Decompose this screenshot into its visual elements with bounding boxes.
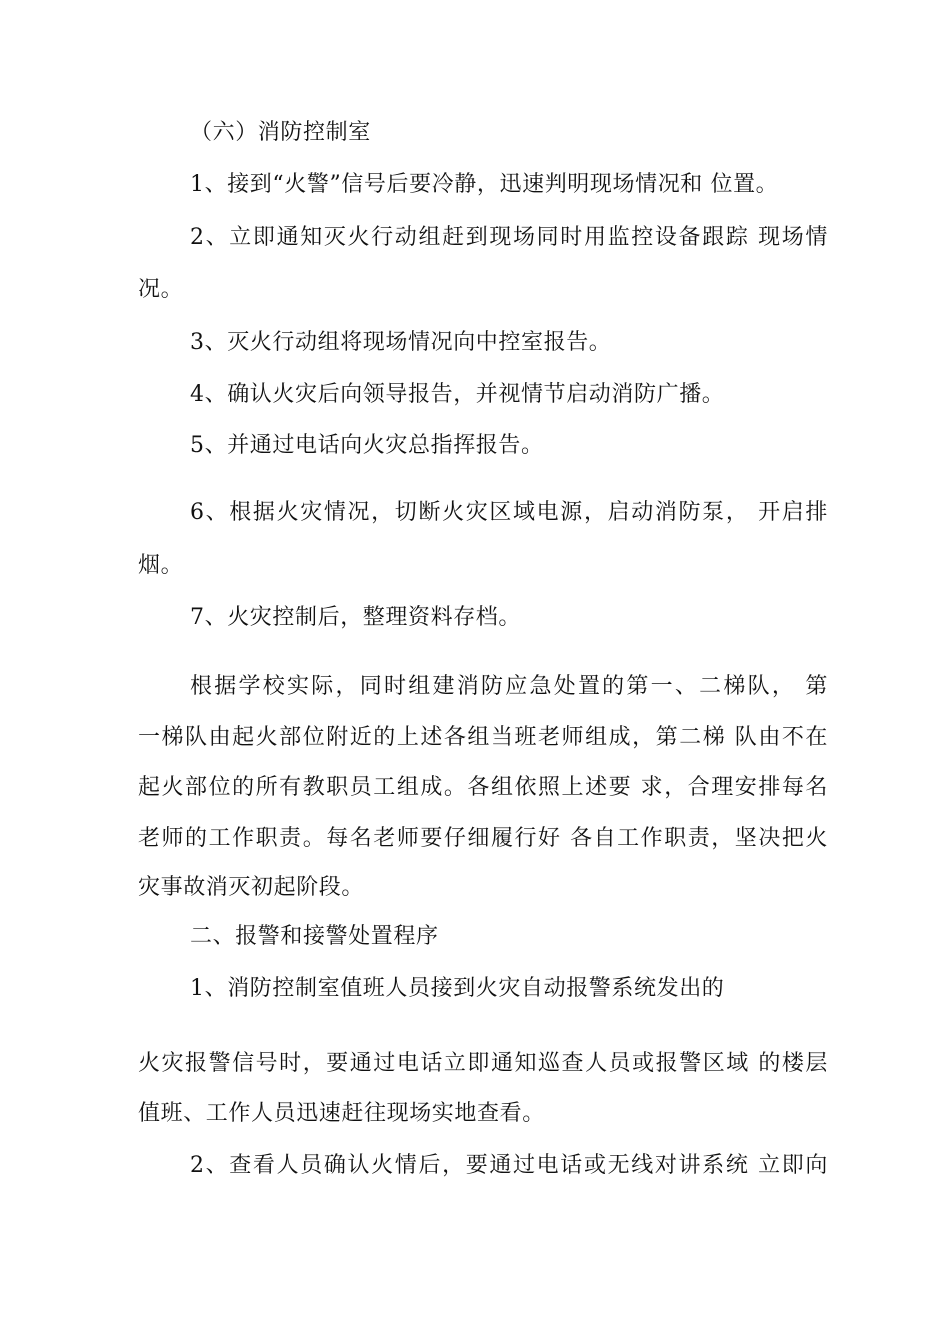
paragraph-line: 起火部位的所有教职员工组成。各组依照上述要 求，合理安排每名	[138, 775, 828, 800]
paragraph-line: 3、灭火行动组将现场情况向中控室报告。	[190, 330, 612, 355]
section-heading-fire-control-room: （六）消防控制室	[190, 120, 371, 145]
paragraph-line: 灾事故消灭初起阶段。	[138, 875, 365, 900]
paragraph-line: 一梯队由起火部位附近的上述各组当班老师组成，第二梯 队由不在	[138, 725, 828, 750]
paragraph-line: 烟。	[138, 553, 184, 578]
paragraph-line: 值班、工作人员迅速赶往现场实地查看。	[138, 1101, 545, 1126]
paragraph-line: 4、确认火灾后向领导报告，并视情节启动消防广播。	[190, 382, 725, 407]
paragraph-line: 2、查看人员确认火情后，要通过电话或无线对讲系统 立即向	[190, 1153, 828, 1178]
paragraph-line: 况。	[138, 277, 184, 302]
paragraph-line: 6、根据火灾情况，切断火灾区域电源，启动消防泵， 开启排	[190, 500, 828, 525]
paragraph-line: 火灾报警信号时，要通过电话立即通知巡查人员或报警区域 的楼层	[138, 1051, 828, 1076]
paragraph-line: 5、并通过电话向火灾总指挥报告。	[190, 433, 544, 458]
paragraph-line: 1、接到“火警”信号后要冷静，迅速判明现场情况和 位置。	[190, 172, 779, 197]
paragraph-line: 根据学校实际，同时组建消防应急处置的第一、二梯队， 第	[190, 674, 828, 699]
paragraph-line: 7、火灾控制后，整理资料存档。	[190, 605, 521, 630]
paragraph-line: 2、立即通知灭火行动组赶到现场同时用监控设备跟踪 现场情	[190, 225, 828, 250]
paragraph-line: 1、消防控制室值班人员接到火灾自动报警系统发出的	[190, 976, 725, 1001]
paragraph-line: 老师的工作职责。每名老师要仔细履行好 各自工作职责，坚决把火	[138, 826, 828, 851]
section-heading-alarm-procedure: 二、报警和接警处置程序	[190, 924, 439, 949]
